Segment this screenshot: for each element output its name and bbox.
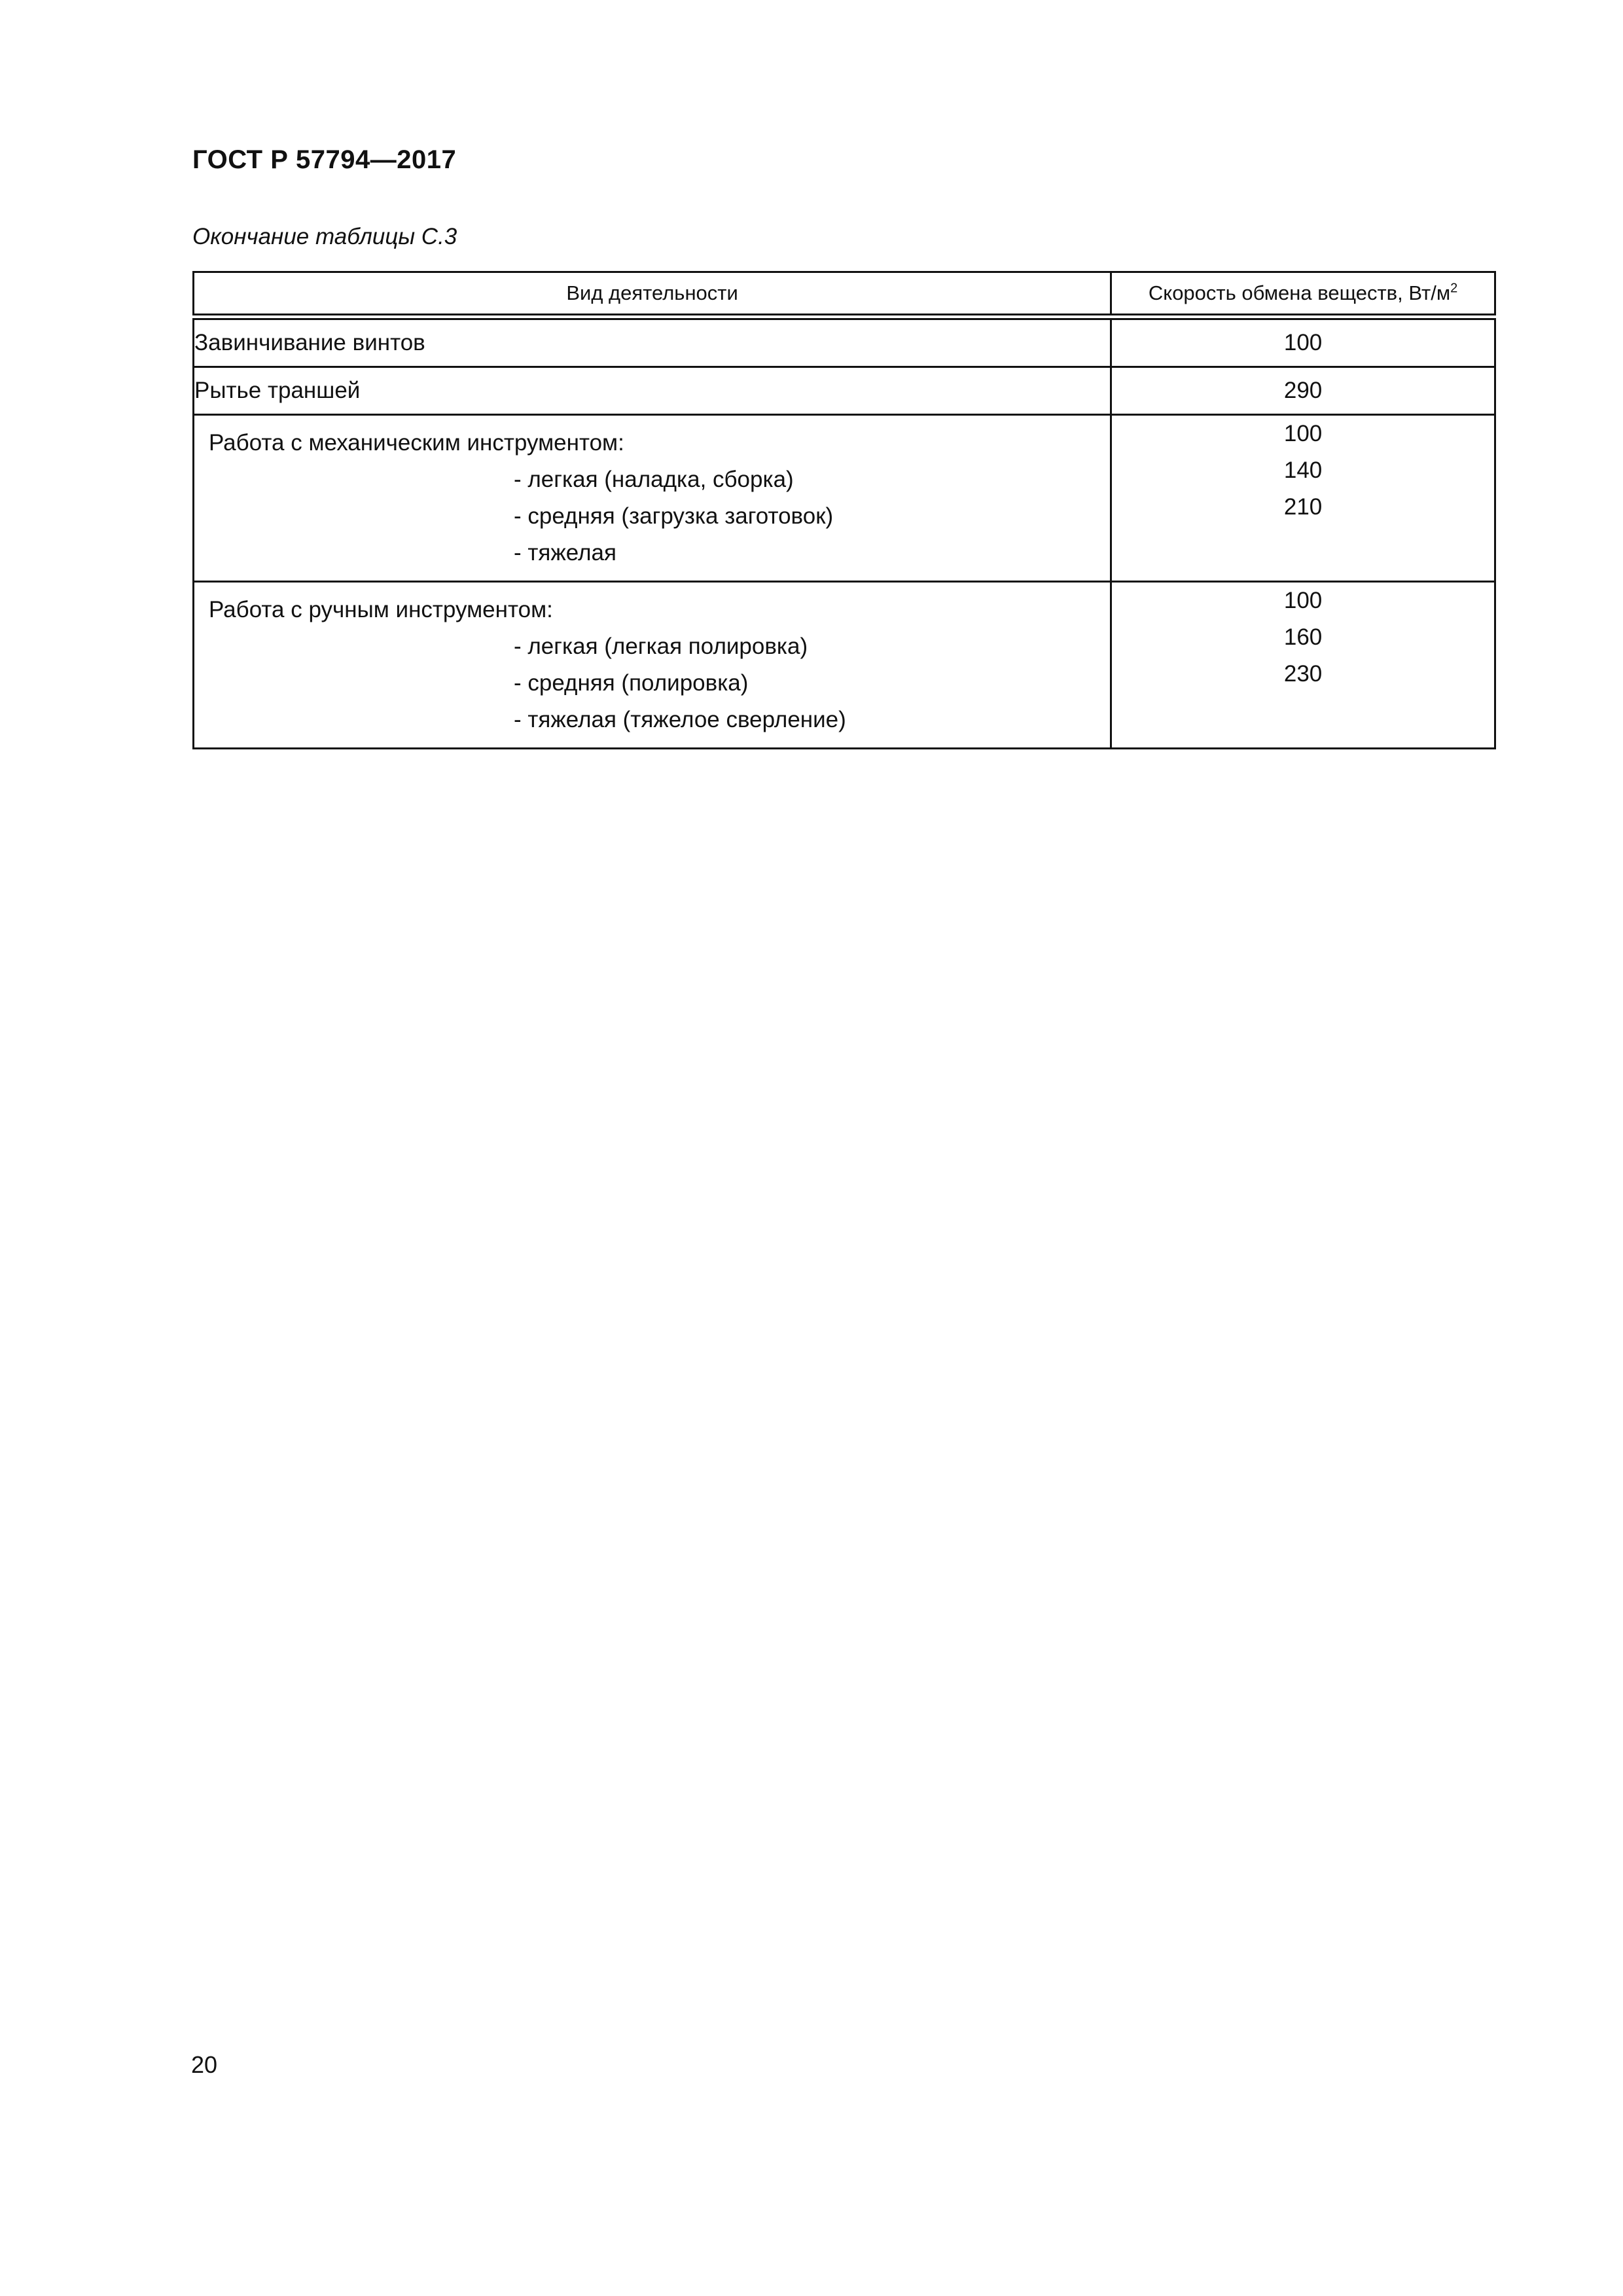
group-item-label: - легкая (наладка, сборка) xyxy=(514,467,794,492)
group-item-value: 160 xyxy=(1283,624,1323,650)
group-item-value: 210 xyxy=(1283,494,1323,520)
table-group-row xyxy=(194,582,1495,749)
document-code: ГОСТ Р 57794—2017 xyxy=(192,145,457,174)
group-title: Работа с ручным инструментом: xyxy=(209,597,553,622)
group-item-label: - тяжелая xyxy=(514,540,616,565)
group-item-value: 230 xyxy=(1283,661,1323,687)
table-header-row xyxy=(194,272,1495,317)
activity-cell: Рытье траншей xyxy=(194,367,1111,415)
activity-cell: Завинчивание винтов xyxy=(194,317,1111,367)
table-group-row xyxy=(194,415,1495,582)
page-number: 20 xyxy=(191,2051,218,2078)
table-caption: Окончание таблицы С.3 xyxy=(192,224,457,249)
header-activity: Вид деятельности xyxy=(194,272,1111,317)
group-item-label: - легкая (легкая полировка) xyxy=(514,634,808,659)
group-item-value: 100 xyxy=(1283,421,1323,446)
metabolic-rate-table xyxy=(192,271,1496,749)
activity-group-cell xyxy=(194,582,1111,749)
activity-group-cell xyxy=(194,415,1111,582)
group-item-label: - средняя (загрузка заготовок) xyxy=(514,503,834,529)
group-item-value: 140 xyxy=(1283,457,1323,483)
rate-cell: 100 xyxy=(1111,317,1495,367)
group-item-label: - средняя (полировка) xyxy=(514,670,749,696)
header-rate-label: Скорость обмена веществ, Вт/м xyxy=(1148,281,1451,304)
rate-group-cell xyxy=(1111,582,1495,749)
group-item-label: - тяжелая (тяжелое сверление) xyxy=(514,707,846,732)
table-row xyxy=(194,367,1495,415)
group-item-value: 100 xyxy=(1283,588,1323,613)
header-rate xyxy=(1111,272,1495,317)
table-row xyxy=(194,317,1495,367)
rate-group-cell xyxy=(1111,415,1495,582)
group-title: Работа с механическим инструментом: xyxy=(209,430,624,456)
header-rate-superscript: 2 xyxy=(1450,281,1458,296)
rate-cell: 290 xyxy=(1111,367,1495,415)
